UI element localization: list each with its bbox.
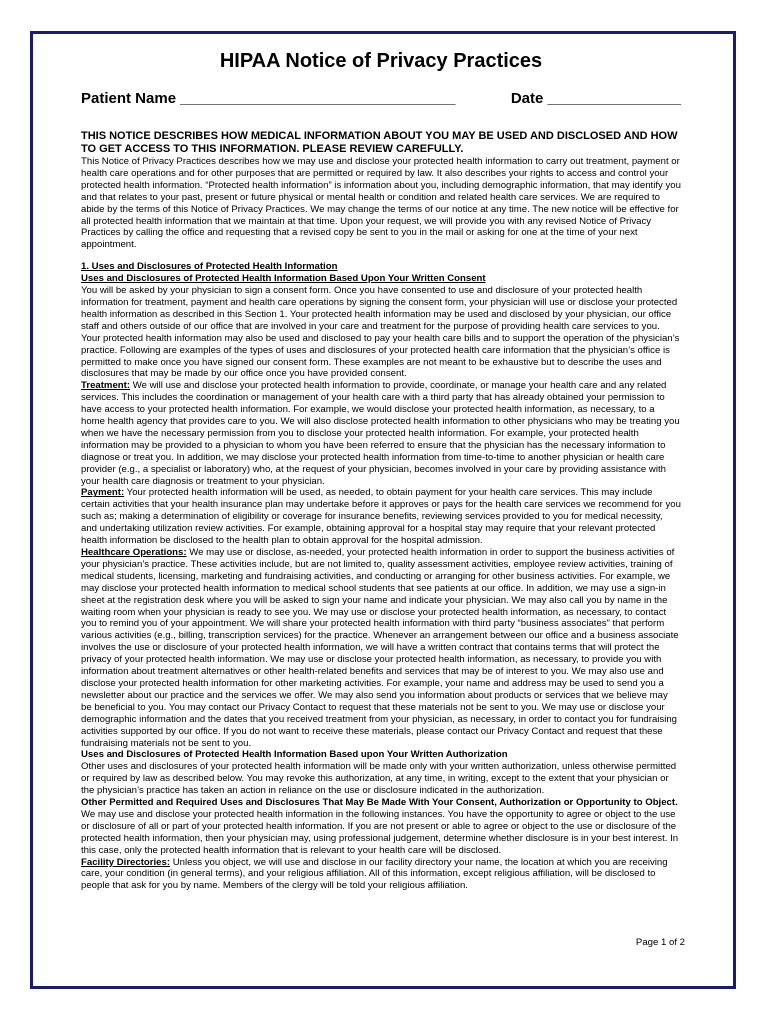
spacer	[81, 251, 681, 261]
operations-label: Healthcare Operations:	[81, 547, 187, 558]
other-uses-title: Other Permitted and Required Uses and Disclosures That May Be Made With Your Consent, Authorization or Opportunity to Object.	[81, 797, 678, 809]
payment-paragraph	[81, 487, 681, 547]
facility-label: Facility Directories:	[81, 856, 171, 868]
patient-info-row	[81, 90, 681, 108]
section-1-title: 1. Uses and Disclosures of Protected Health Information	[81, 261, 338, 273]
treatment-text: We will use and disclose your protected health information to provide, coordinate, or manage your health care and any related services. This includes the coordination or management of your health care with a third party that has already obtained your permission to have access to your protected health information. For example, we would disclose your protected health information, as necessary, to a home health agency that provides care to you. We will also disclose protected health information to other physicians who may be treating you when we have the necessary permission from you to disclose your protected health information. For example, your protected health information may be provided to a physician to whom you have been referred to ensure that the physician has the necessary information to diagnose or treat you. In addition, we may disclose your protected health information from time-to-time to another physician or health care provider (e.g., a specialist or laboratory) who, at the request of your physician, becomes involved in your care by providing assistance with your health care diagnosis or treatment to your physician.	[81, 380, 680, 487]
date-field[interactable]: Date ________________	[510, 90, 681, 107]
intro-paragraph: This Notice of Privacy Practices describes how we may use and disclose your protected health information to carry out treatment, payment or health care operations and for other purposes that are permitted or required by law. It also describes your rights to access and control your protected health information. “Protected health information” is information about you, including demographic information, that may identify you and that relates to your past, present or future physical or mental health or condition and related health care services. We are required to abide by the terms of this Notice of Privacy Practices. We may change the terms of our notice at any time. The new notice will be effective for all protected health information that we maintain at that time. Upon your request, we will provide you with any revised Notice of Privacy Practices by calling the office and requesting that a revised copy be sent to you in the mail or asking for one at the time of your next appointment.	[81, 156, 681, 251]
page-frame	[30, 31, 736, 989]
patient-name-field[interactable]: Patient Name _________________________________	[81, 90, 456, 107]
operations-paragraph	[81, 547, 681, 749]
page-title: HIPAA Notice of Privacy Practices	[219, 50, 543, 72]
document-content	[81, 48, 681, 892]
facility-paragraph	[81, 857, 681, 893]
treatment-label: Treatment:	[81, 380, 131, 392]
section-1-subtitle: Uses and Disclosures of Protected Health Information Based Upon Your Written Consent	[81, 273, 486, 285]
consent-paragraph: You will be asked by your physician to sign a consent form. Once you have consented to use and disclosure of your protected health information for treatment, payment and health care operations by signing the consent form, your physician will use or disclose your protected health information as described in this Section 1. Your protected health information may be used and disclosed by your physician, our office staff and others outside of our office that are involved in your care and treatment for the purpose of providing health care services to you. Your protected health information may also be used and disclosed to pay your health care bills and to support the operation of the physician’s practice. Following are examples of the types of uses and disclosures of your protected health care information that the physician’s office is permitted to make once you have signed our consent form. These examples are not meant to be exhaustive but to describe the uses and disclosures that may be made by our office once you have provided consent.	[81, 285, 680, 380]
page-number: Page 1 of 2	[635, 937, 685, 948]
authorization-paragraph: Other uses and disclosures of your protected health information will be made only with your written authorization, unless otherwise permitted or required by law as described below. You may revoke this authorization, at any time, in writing, except to the extent that your physician or the physician’s practice has taken an action in reliance on the use or disclosure indicated in the authorization.	[81, 761, 677, 797]
facility-text: Unless you object, we will use and disclose in our facility directory your name, the location at which you are receiving care, your condition (in general terms), and your religious affiliation. All of this information, except religious affiliation, will be disclosed to people that ask for you by name. Members of the clergy will be told your religious affiliation.	[81, 856, 668, 892]
treatment-paragraph	[81, 380, 681, 487]
payment-label: Payment:	[81, 487, 125, 499]
operations-text: We may use or disclose, as-needed, your protected health information in order to support the business activities of your physician’s practice. These activities include, but are not limited to, quality assessment activities, employee review activities, training of medical students, licensing, marketing and fundraising activities, and conducting or arranging for other business activities. For example, we may disclose your protected health information to medical school students that see patients at our office. In addition, we may use a sign-in sheet at the registration desk where you will be asked to sign your name and indicate your physician. We may also call you by name in the waiting room when your physician is ready to see you. We may use or disclose your protected health information, as necessary, to contact you to remind you of your appointment. We will share your protected health information with third party “business associates” that perform various activities (e.g., billing, transcription services) for the practice. Whenever an arrangement between our office and a business associate involves the use or disclosure of your protected health information, we will have a written contract that contains terms that will protect the privacy of your protected health information. We may use or disclose your protected health information, as necessary, to provide you with information about treatment alternatives or other health-related benefits and services that may be of interest to you. We may also use and disclose your protected health information for other marketing activities. For example, your name and address may be used to send you a newsletter about our practice and the services we offer. We may also send you information about products or services that we believe may be beneficial to you. You may contact our Privacy Contact to request that these materials not be sent to you. We may use or disclose your demographic information and the dates that you received treatment from your physician, as necessary, in order to contact you for fundraising activities supported by our office. If you do not want to receive these materials, please contact our Privacy Contact and request that these fundraising materials not be sent to you.	[81, 547, 679, 749]
payment-text: Your protected health information will be used, as needed, to obtain payment for your health care services. This may include certain activities that your health insurance plan may undertake before it approves or pays for the health care services we recommend for you such as; making a determination of eligibility or coverage for insurance benefits, reviewing services provided to you for medical necessity, and undertaking utilization review activities. For example, obtaining approval for a hospital stay may require that your relevant protected health information be disclosed to the health plan to obtain approval for the hospital admission.	[81, 487, 681, 547]
other-uses-paragraph: We may use and disclose your protected health information in the following instances. You have the opportunity to agree or object to the use or disclosure of all or part of your protected health information. If you are not present or able to agree or object to the use or disclosure of the protected health information, then your physician may, using professional judgement, determine whether disclosure is in your best interest. In this case, only the protected health information that is relevant to your health care will be disclosed.	[81, 808, 679, 856]
authorization-title: Uses and Disclosures of Protected Health Information Based upon Your Written Authorization	[81, 749, 508, 761]
notice-heading: THIS NOTICE DESCRIBES HOW MEDICAL INFORMATION ABOUT YOU MAY BE USED AND DISCLOSED AND HOW TO GET ACCESS TO THIS INFORMATION. PLEASE REVIEW CAREFULLY.	[81, 130, 678, 155]
